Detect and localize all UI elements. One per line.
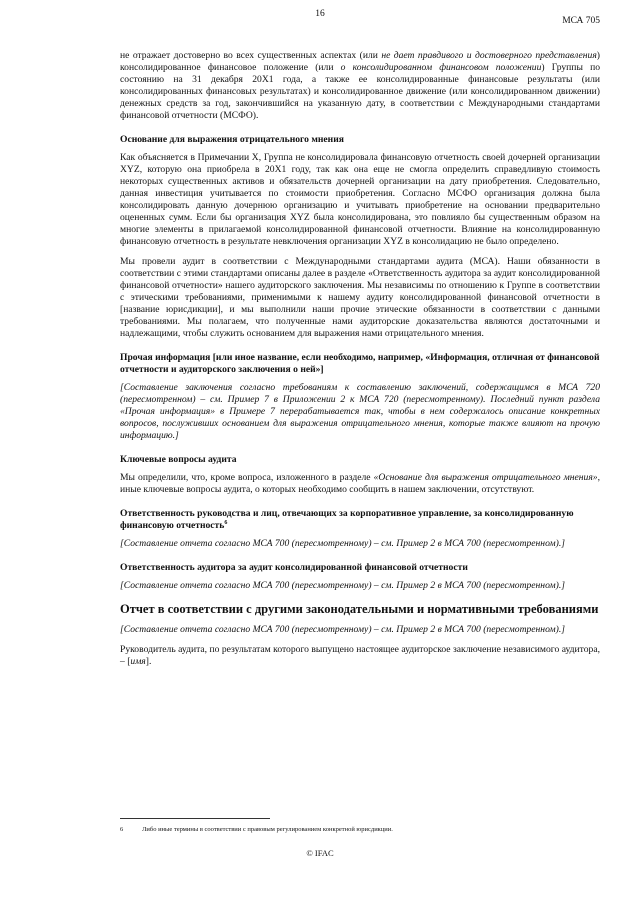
text-run-italic: не дает правдивого и достоверного представления — [381, 50, 597, 61]
key-audit-matters-paragraph — [120, 472, 600, 496]
footnote — [120, 826, 600, 834]
text-run: Руководитель аудита, по результатам которого выпущено настоящее аудиторское заключение независимого аудитора, – [ — [120, 644, 600, 667]
copyright-footer: © IFAC — [306, 848, 334, 858]
engagement-partner-paragraph — [120, 644, 600, 668]
text-run: не отражает достоверно во всех существенных аспектах (или — [120, 50, 382, 61]
heading-auditor-responsibility: Ответственность аудитора за аудит консолидированной финансовой отчетности — [120, 562, 468, 573]
text-run: ) Группы по состоянию на 31 декабря 20X1 года, а также ее консолидированные финансовые результаты (или консолидированных финансовых результатах) и консолидированное движение (или консолидированном движении) денежных средств за год, закончившийся на указанную дату, в соответствии с Международными стандартами финансовой отчетности (МСФО). — [120, 62, 600, 121]
footnote-text: Либо иные термины в соответствии с правовым регулированием конкретной юрисдикции. — [142, 826, 393, 833]
heading-management-responsibility — [120, 508, 600, 532]
heading-other-legal-requirements: Отчет в соответствии с другими законодательными и нормативными требованиями — [120, 602, 599, 616]
footnote-reference: 6 — [224, 519, 228, 526]
text-run: ]. — [145, 656, 152, 667]
page-number: 16 — [315, 9, 325, 19]
auditor-responsibility-paragraph: [Составление отчета согласно МСА 700 (пересмотренному) – см. Пример 2 в МСА 700 (пересмотренном).] — [120, 580, 565, 591]
text-run: Мы определили, что, кроме вопроса, изложенного в разделе — [120, 472, 374, 483]
heading-key-audit-matters: Ключевые вопросы аудита — [120, 454, 237, 465]
footnote-number: 6 — [120, 826, 124, 833]
text-run: ) консолидированное финансовое положение (или — [120, 50, 600, 73]
management-responsibility-paragraph: [Составление отчета согласно МСА 700 (пересмотренному) – см. Пример 2 в МСА 700 (пересмотренном).] — [120, 538, 565, 549]
document-body — [120, 50, 600, 676]
other-information-paragraph: [Составление заключения согласно требованиям к составлению заключений, содержащимся в МСА 720 (пересмотренном) – см. Пример 7 в Приложении 2 к МСА 720 (пересмотренному). Последний пункт раздела «Прочая информация» в Примере 7 перерабатывается так, чтобы в нем содержалось описание конкретных вопросов, послуживших основанием для выражения отрицательного мнения, которые также влияют на прочую информацию.] — [120, 382, 600, 441]
footnote-divider — [120, 818, 270, 819]
document-code: МСА 705 — [562, 16, 600, 26]
basis-paragraph-2: Мы провели аудит в соответствии с Международными стандартами аудита (МСА). Наши обязанности в соответствии с этими стандартами описаны далее в разделе «Ответственность аудитора за аудит консолидированной финансовой отчетности» нашего аудиторского заключения. Мы независимы по отношению к Группе в соответствии с этическими требованиями, применимыми к нашему аудиту консолидированной финансовой отчетности в [название юрисдикции], и мы выполнили наши прочие этические обязанности в соответствии с данными требованиями. Мы полагаем, что полученные нами аудиторские доказательства являются достаточными и надлежащими, чтобы служить основанием для выражения нами отрицательного мнения. — [120, 256, 600, 339]
text-run-italic: о консолидированном финансовом положении — [340, 62, 542, 73]
heading-basis-adverse-opinion: Основание для выражения отрицательного мнения — [120, 134, 344, 145]
text-run: , иные ключевые вопросы аудита, о которых необходимо сообщить в нашем заключении, отсутствуют. — [120, 472, 600, 495]
basis-paragraph-1: Как объясняется в Примечании X, Группа не консолидировала финансовую отчетность своей дочерней организации XYZ, которую она приобрела в 20X1 году, так как она еще не смогла определить справедливую стоимость некоторых существенных активов и обязательств дочерней организации на дату приобретения. Следовательно, данная инвестиция учитывается по стоимости приобретения. Согласно МСФО организация должна была консолидировать данную дочернюю организацию и учитывать приобретение на основании предварительно оцененных сумм. Если бы организация XYZ была консолидирована, это повлияло бы существенным образом на многие элементы в прилагаемой консолидированной финансовой отчетности. Влияние на консолидированную финансовую отчетность в результате невключения организации XYZ в консолидацию не было определено. — [120, 152, 600, 247]
opinion-paragraph-end — [120, 50, 600, 122]
text-run-italic: имя — [130, 656, 146, 667]
heading-other-information: Прочая информация [или иное название, если необходимо, например, «Информация, отличная от финансовой отчетности и аудиторского заключения о ней»] — [120, 352, 600, 375]
legal-requirements-paragraph: [Составление отчета согласно МСА 700 (пересмотренному) – см. Пример 2 в МСА 700 (пересмотренном).] — [120, 624, 565, 635]
text-run-italic: «Основание для выражения отрицательного мнения» — [373, 472, 598, 483]
heading-text: Ответственность руководства и лиц, отвечающих за корпоративное управление, за консолидированную финансовую отчетность — [120, 508, 574, 531]
